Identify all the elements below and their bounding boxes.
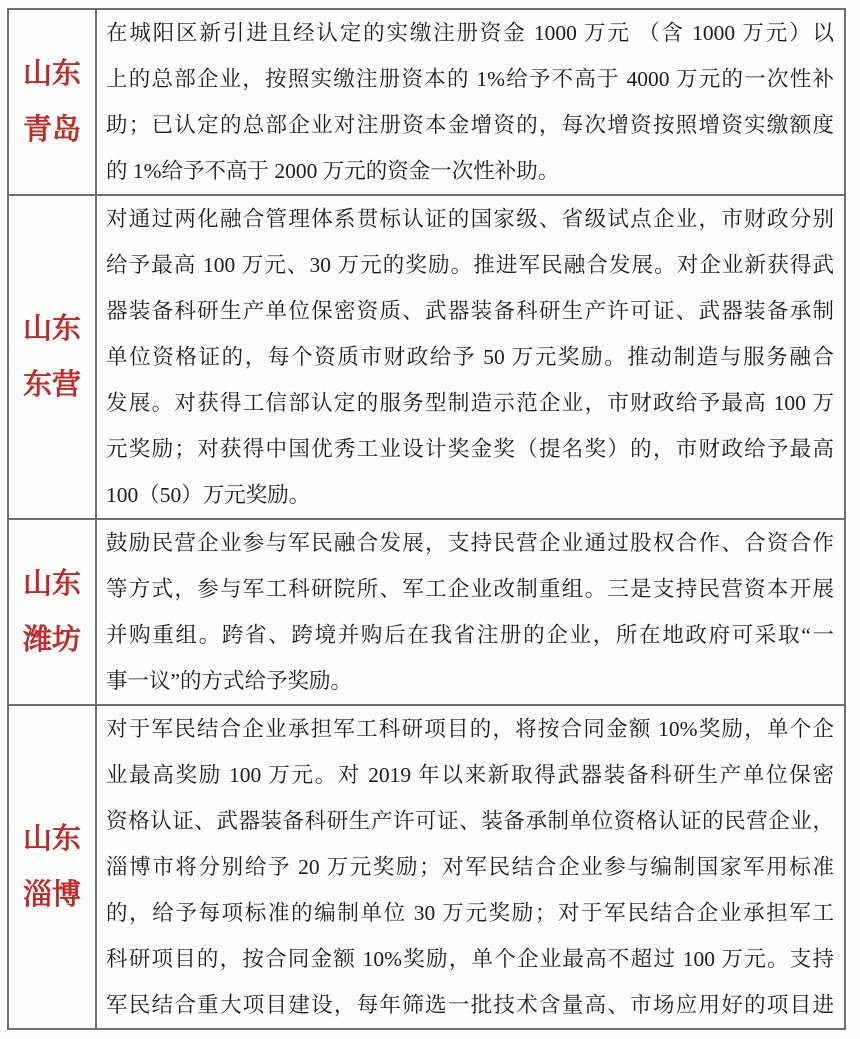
region-label-line: 山东	[22, 568, 81, 600]
region-label-cell	[9, 706, 97, 1028]
region-label-line: 山东	[22, 313, 81, 345]
region-label	[23, 46, 81, 158]
region-label-cell	[9, 10, 97, 194]
region-label-line: 山东	[22, 58, 81, 90]
region-label-line: 青岛	[22, 114, 81, 146]
table-row	[9, 704, 844, 1028]
policy-text-line: 给予最高 100 万元、30 万元的奖励。推进军民融合发展。对企业新获得武	[106, 253, 834, 277]
policy-text-line: 科研项目的，按合同金额 10%奖励，单个企业最高不超过 100 万元。支持	[106, 947, 834, 971]
policy-text-line: 的，给予每项标准的编制单位 30 万元奖励；对于军民结合企业承担军工	[106, 901, 834, 925]
region-label-line: 淄博	[22, 879, 81, 911]
policy-text-line: 器装备科研生产单位保密资质、武器装备科研生产许可证、武器装备承制	[106, 299, 834, 323]
policy-text-line: 对于军民结合企业承担军工科研项目的，将按合同金额 10%奖励，单个企	[106, 717, 834, 741]
policy-text-cell	[97, 196, 844, 518]
region-label-line: 东营	[22, 369, 81, 401]
policy-text-cell	[97, 706, 844, 1028]
policy-text-line: 事一议”的方式给予奖励。	[106, 669, 353, 693]
policy-text-line: 发展。对获得工信部认定的服务型制造示范企业，市财政给予最高 100 万	[106, 391, 834, 415]
policy-text-line: 业最高奖励 100 万元。对 2019 年以来新取得武器装备科研生产单位保密	[106, 763, 834, 787]
policy-text-cell	[97, 520, 844, 704]
policy-text-line: 的 1%给予不高于 2000 万元的资金一次性补助。	[106, 159, 560, 183]
policy-text-line: 上的总部企业，按照实缴注册资本的 1%给予不高于 4000 万元的一次性补	[106, 67, 834, 91]
policy-text-cell	[97, 10, 844, 194]
policy-table	[7, 8, 846, 1030]
region-label	[23, 811, 81, 923]
policy-text-line: 对通过两化融合管理体系贯标认证的国家级、省级试点企业，市财政分别	[106, 207, 834, 231]
policy-text-line: 助；已认定的总部企业对注册资本金增资的，每次增资按照增资实缴额度	[106, 113, 834, 137]
policy-text-line: 军民结合重大项目建设，每年筛选一批技术含量高、市场应用好的项目进	[106, 993, 834, 1017]
region-label	[23, 556, 81, 668]
policy-text-line: 鼓励民营企业参与军民融合发展，支持民营企业通过股权合作、合资合作	[106, 531, 834, 555]
policy-text-line: 资格认证、武器装备科研生产许可证、装备承制单位资格认证的民营企业，	[106, 809, 834, 833]
policy-text-line: 单位资格证的，每个资质市财政给予 50 万元奖励。推动制造与服务融合	[106, 345, 834, 369]
policy-text-line: 淄博市将分别给予 20 万元奖励；对军民结合企业参与编制国家军用标准	[106, 855, 834, 879]
table-row	[9, 518, 844, 704]
region-label	[23, 301, 81, 413]
policy-text-line: 100（50）万元奖励。	[106, 483, 311, 507]
region-label-cell	[9, 196, 97, 518]
policy-text-line: 等方式，参与军工科研院所、军工企业改制重组。三是支持民营资本开展	[106, 577, 834, 601]
region-label-cell	[9, 520, 97, 704]
policy-text-line: 元奖励；对获得中国优秀工业设计奖金奖（提名奖）的，市财政给予最高	[106, 437, 834, 461]
table-row	[9, 10, 844, 194]
region-label-line: 潍坊	[22, 624, 81, 656]
region-label-line: 山东	[22, 823, 81, 855]
policy-text-line: 在城阳区新引进且经认定的实缴注册资金 1000 万元 （含 1000 万元）以	[106, 21, 834, 45]
policy-text-line: 并购重组。跨省、跨境并购后在我省注册的企业，所在地政府可采取“一	[106, 623, 834, 647]
table-row	[9, 194, 844, 518]
